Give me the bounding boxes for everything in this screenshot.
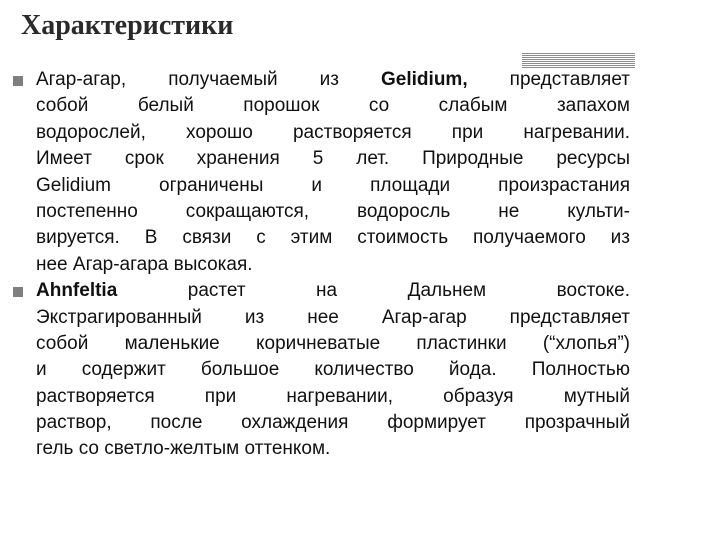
text-line: собой маленькие коричневатые пластинки (“хлопья”) <box>36 332 630 354</box>
square-bullet-icon <box>13 287 23 297</box>
text-line: нее Агар-агара высокая. <box>36 253 253 275</box>
text-line: и содержит большое количество йода. Полностью <box>36 359 630 381</box>
title-divider <box>522 53 635 68</box>
square-bullet-icon <box>13 76 23 86</box>
text-line: раствор, после охлаждения формирует прозрачный <box>36 412 630 434</box>
text-line: Gelidium ограничены и площади произрастания <box>36 174 630 196</box>
text-line: вируется. В связи с этим стоимость получаемого из <box>36 227 630 249</box>
text-line: собой белый порошок со слабым запахом <box>36 95 630 117</box>
species-name: Gelidium, <box>381 69 468 90</box>
bullet-list <box>13 67 630 463</box>
text-line <box>36 278 630 304</box>
text-line: гель со светло-желтым оттенком. <box>36 438 331 460</box>
text-line: Экстрагированный из нее Агар-агар представляет <box>36 306 630 328</box>
text-line: водорослей, хорошо растворяется при нагревании. <box>36 121 630 143</box>
text-line: растворяется при нагревании, образуя мутный <box>36 385 630 407</box>
species-name: Ahnfeltia <box>36 280 118 302</box>
text-segment: растет на Дальнем востоке. <box>117 280 630 302</box>
text-line: постепенно сокращаются, водоросль не культи- <box>36 200 630 222</box>
slide-title: Характеристики <box>21 10 234 41</box>
text-segment: Агар-агар, получаемый из <box>36 69 382 90</box>
text-segment: представляет <box>467 69 630 90</box>
text-line: Имеет срок хранения 5 лет. Природные ресурсы <box>36 148 630 170</box>
text-line <box>36 67 630 93</box>
bullet-ahnfeltia <box>13 278 630 463</box>
bullet-gelidium <box>13 67 630 278</box>
